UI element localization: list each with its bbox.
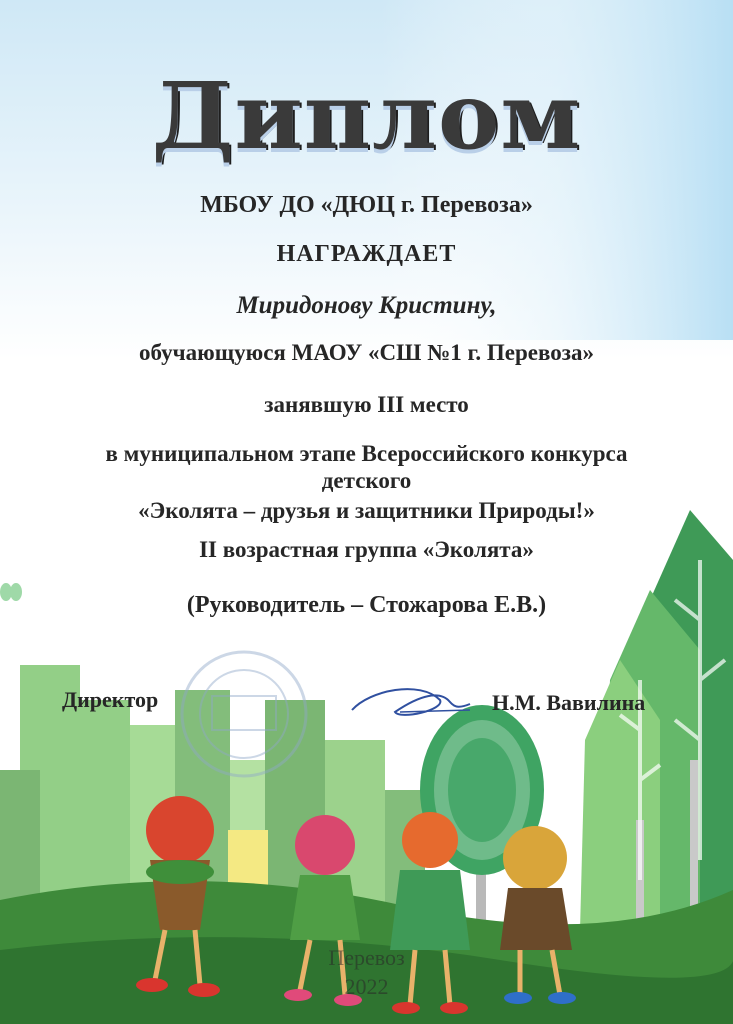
supervisor: (Руководитель – Стожарова Е.В.) [186,592,547,618]
recipient-school: обучающуюся МАОУ «СШ №1 г. Перевоза» [139,340,594,365]
contest-line-2: детского [321,468,412,493]
diploma-title: Диплом [151,62,582,170]
contest-name: «Эколята – друзья и защитники Природы!» [138,498,595,523]
awards-heading: НАГРАЖДАЕТ [276,241,457,267]
recipient-name: Миридонову Кристину, [236,292,497,319]
contest-description [0,440,733,494]
signature-position: Директор [62,687,159,712]
age-group: II возрастная группа «Эколята» [199,537,534,562]
place-text: занявшую III место [264,392,469,417]
footer-year: 2022 [344,974,389,999]
organization-name: МБОУ ДО «ДЮЦ г. Перевоза» [200,192,533,218]
footer-city: Перевоз [328,945,405,970]
contest-line-1: в муниципальном этапе Всероссийского конкурса [105,441,628,466]
signature-name: Н.М. Вавилина [492,690,646,715]
